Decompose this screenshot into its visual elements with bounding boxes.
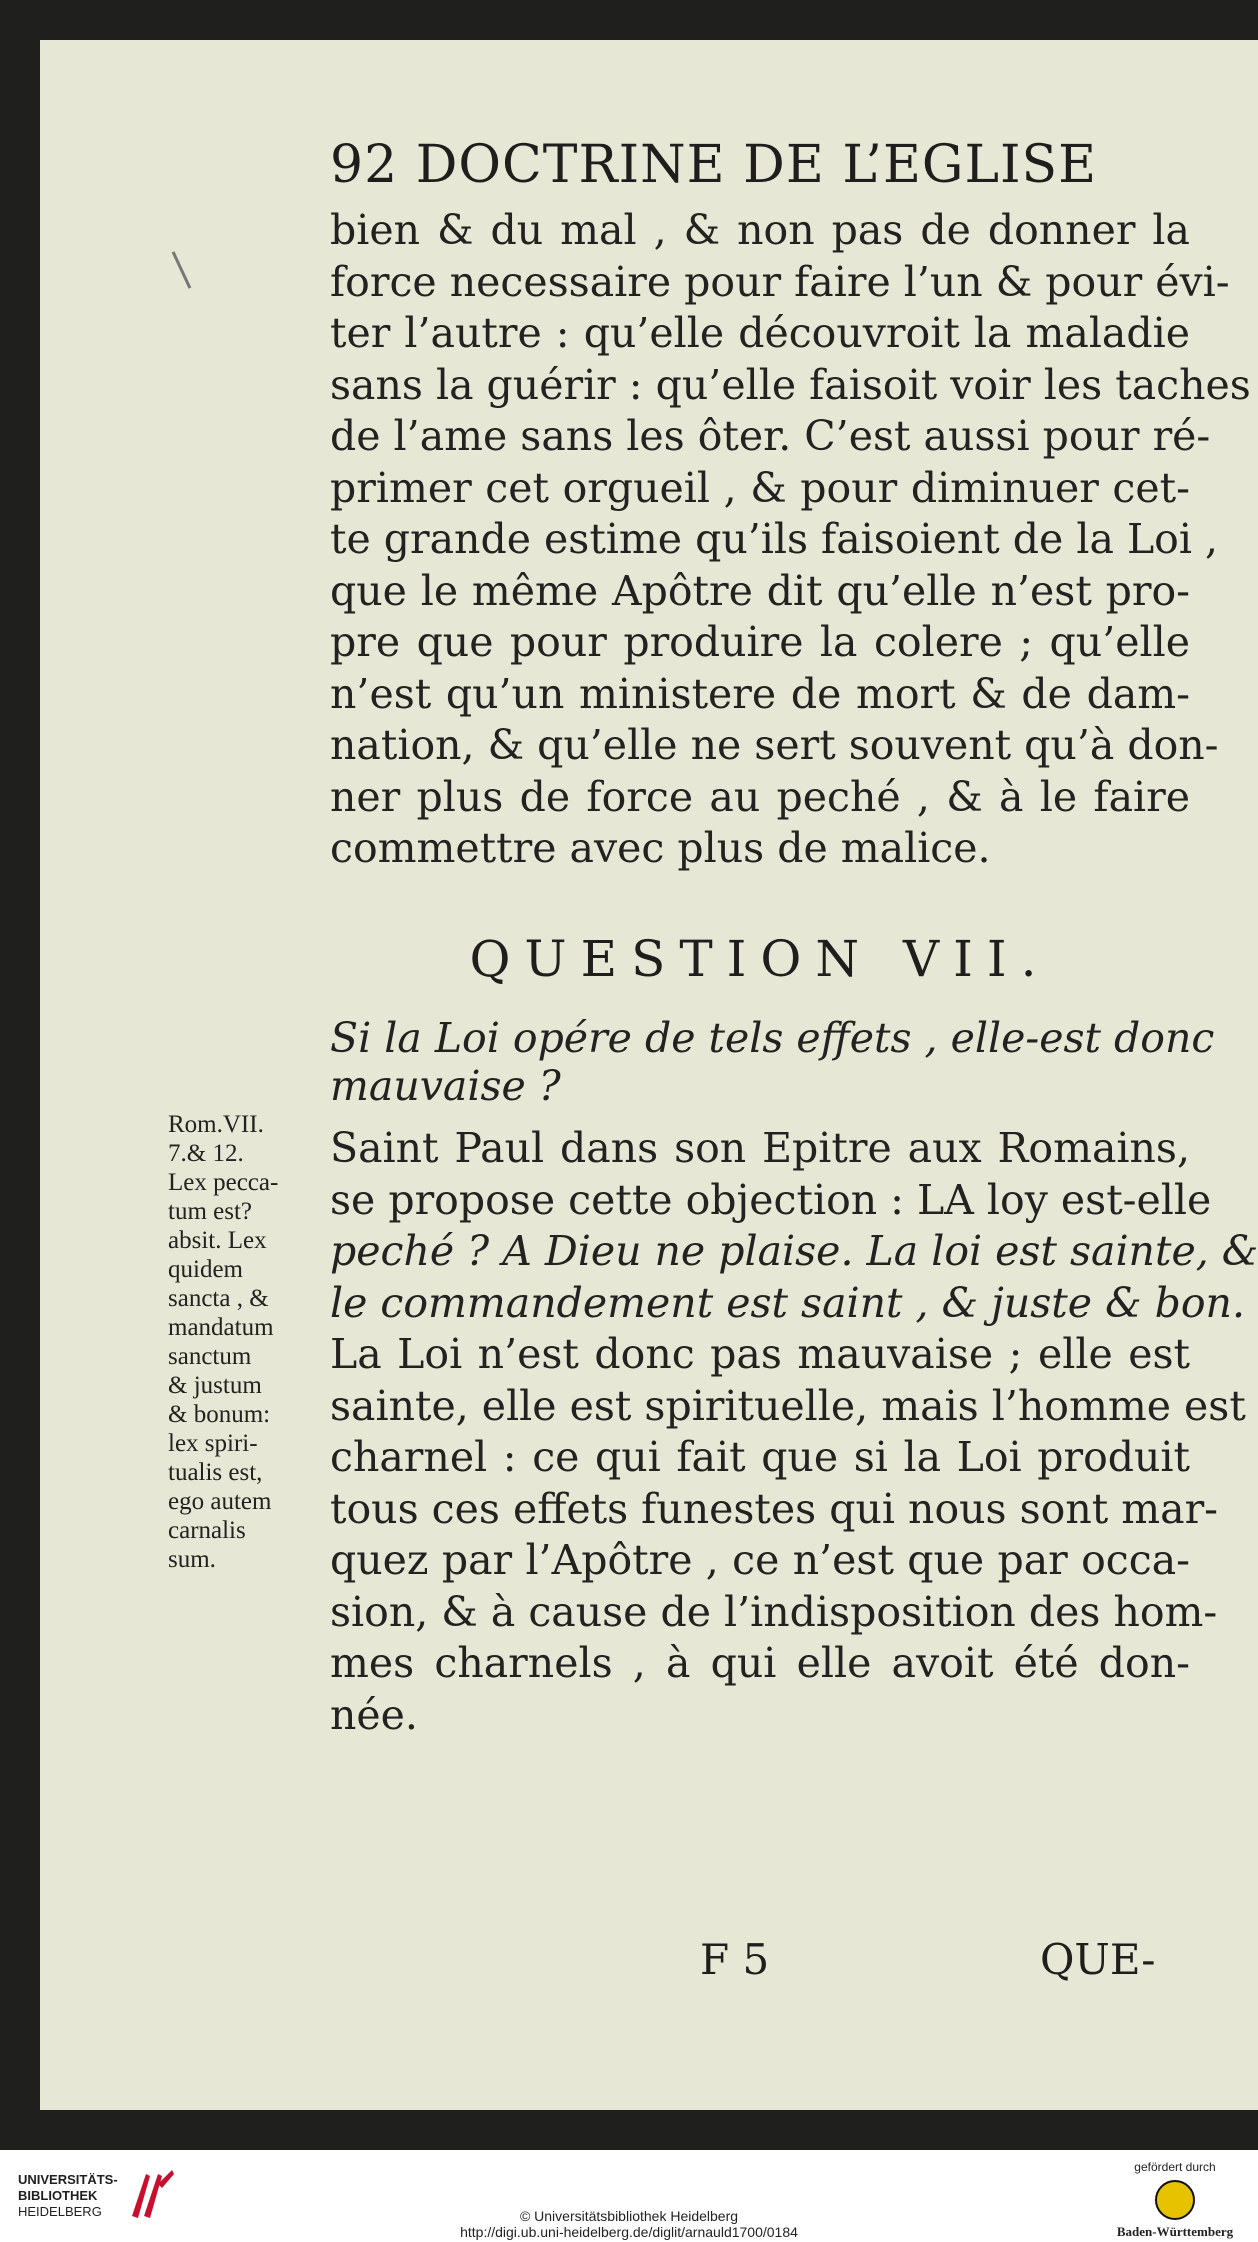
margin-note-line: tum est?	[168, 1198, 253, 1225]
text-line: ner plus de force au peché , & à le faire	[330, 772, 1190, 821]
footer-bar	[0, 2150, 1258, 2242]
text-line: peché ? A Dieu ne plaise. La loi est sainte, &	[330, 1227, 1258, 1275]
text-line: bien & du mal , & non pas de donner la	[330, 206, 1190, 254]
source-url[interactable]: http://digi.ub.uni-heidelberg.de/diglit/arnauld1700/0184	[460, 2224, 798, 2240]
logo-line-1: UNIVERSITÄTS-	[18, 2172, 118, 2187]
text-line: née.	[330, 1690, 418, 1739]
question-title: QUESTION VII.	[469, 930, 1051, 988]
text-line: sion, & à cause de l’indisposition des hom-	[330, 1587, 1218, 1636]
margin-note-line: & bonum:	[168, 1401, 271, 1428]
margin-note-line: Rom.VII.	[168, 1111, 264, 1138]
margin-note-line: tualis est,	[168, 1459, 263, 1486]
margin-note-line: mandatum	[168, 1314, 274, 1341]
margin-note-line: quidem	[168, 1256, 243, 1283]
margin-note-line: & justum	[168, 1372, 262, 1399]
text-line: nation, & qu’elle ne sert souvent qu’à don-	[330, 721, 1219, 769]
margin-note-line: ego autem	[168, 1488, 272, 1515]
margin-note-line: sum.	[168, 1546, 216, 1573]
text-line: sainte, elle est spirituelle, mais l’homme est	[330, 1381, 1246, 1430]
text-line: quez par l’Apôtre , ce n’est que par occa-	[330, 1536, 1190, 1584]
text-line: te grande estime qu’ils faisoient de la Loi ,	[330, 515, 1219, 563]
text-line: tous ces effets funestes qui nous sont mar-	[330, 1484, 1219, 1533]
text-line: commettre avec plus de malice.	[330, 824, 991, 872]
copyright-block	[0, 2208, 1258, 2240]
text-line: mes charnels , à qui elle avoit été don-	[330, 1639, 1190, 1687]
text-line: charnel : ce qui fait que si la Loi produit	[330, 1433, 1190, 1481]
page-header: 92 DOCTRINE DE L’EGLISE	[330, 135, 1098, 195]
crest-icon	[1155, 2180, 1195, 2220]
margin-note-line: absit. Lex	[168, 1227, 267, 1254]
sponsor-label: gefördert durch	[1134, 2160, 1216, 2174]
text-line: force necessaire pour faire l’un & pour évi-	[330, 257, 1230, 306]
margin-note-line: Lex pecca-	[168, 1169, 279, 1196]
text-line: pre que pour produire la colere ; qu’elle	[330, 618, 1190, 666]
sponsor-block	[1110, 2160, 1240, 2240]
margin-note-line: lex spiri-	[168, 1430, 258, 1457]
text-line: que le même Apôtre dit qu’elle n’est pro-	[330, 566, 1190, 615]
text-line: sans la guérir : qu’elle faisoit voir les taches	[330, 360, 1251, 409]
logo-line-2: BIBLIOTHEK	[18, 2188, 98, 2203]
logo-line-3: HEIDELBERG	[18, 2204, 102, 2219]
signature-mark: F 5	[700, 1935, 770, 1984]
margin-note-line: carnalis	[168, 1517, 246, 1544]
text-line: le commandement est saint , & juste & bon.	[330, 1278, 1245, 1327]
text-line: Si la Loi opére de tels effets , elle-est donc	[330, 1014, 1215, 1062]
margin-note-line: 7.& 12.	[168, 1140, 244, 1167]
sponsor-name: Baden-Württemberg	[1116, 2224, 1234, 2239]
text-line: Saint Paul dans son Epitre aux Romains,	[330, 1124, 1190, 1172]
margin-note-line: sanctum	[168, 1343, 252, 1370]
text-line: se propose cette objection : LA loy est-elle	[330, 1175, 1212, 1224]
copyright-text: © Universitätsbibliothek Heidelberg	[519, 2208, 739, 2224]
text-line: mauvaise ?	[330, 1062, 561, 1110]
margin-note-line: sancta , &	[168, 1285, 269, 1312]
text-line: primer cet orgueil , & pour diminuer cet-	[330, 463, 1190, 512]
margin-note	[168, 1110, 308, 1574]
text-line: de l’ame sans les ôter. C’est aussi pour ré-	[330, 412, 1211, 460]
text-line: La Loi n’est donc pas mauvaise ; elle est	[330, 1330, 1190, 1378]
catchword: QUE-	[1040, 1935, 1156, 1984]
text-line: ter l’autre : qu’elle découvroit la maladie	[330, 309, 1190, 357]
text-line: n’est qu’un ministere de mort & de dam-	[330, 669, 1190, 718]
